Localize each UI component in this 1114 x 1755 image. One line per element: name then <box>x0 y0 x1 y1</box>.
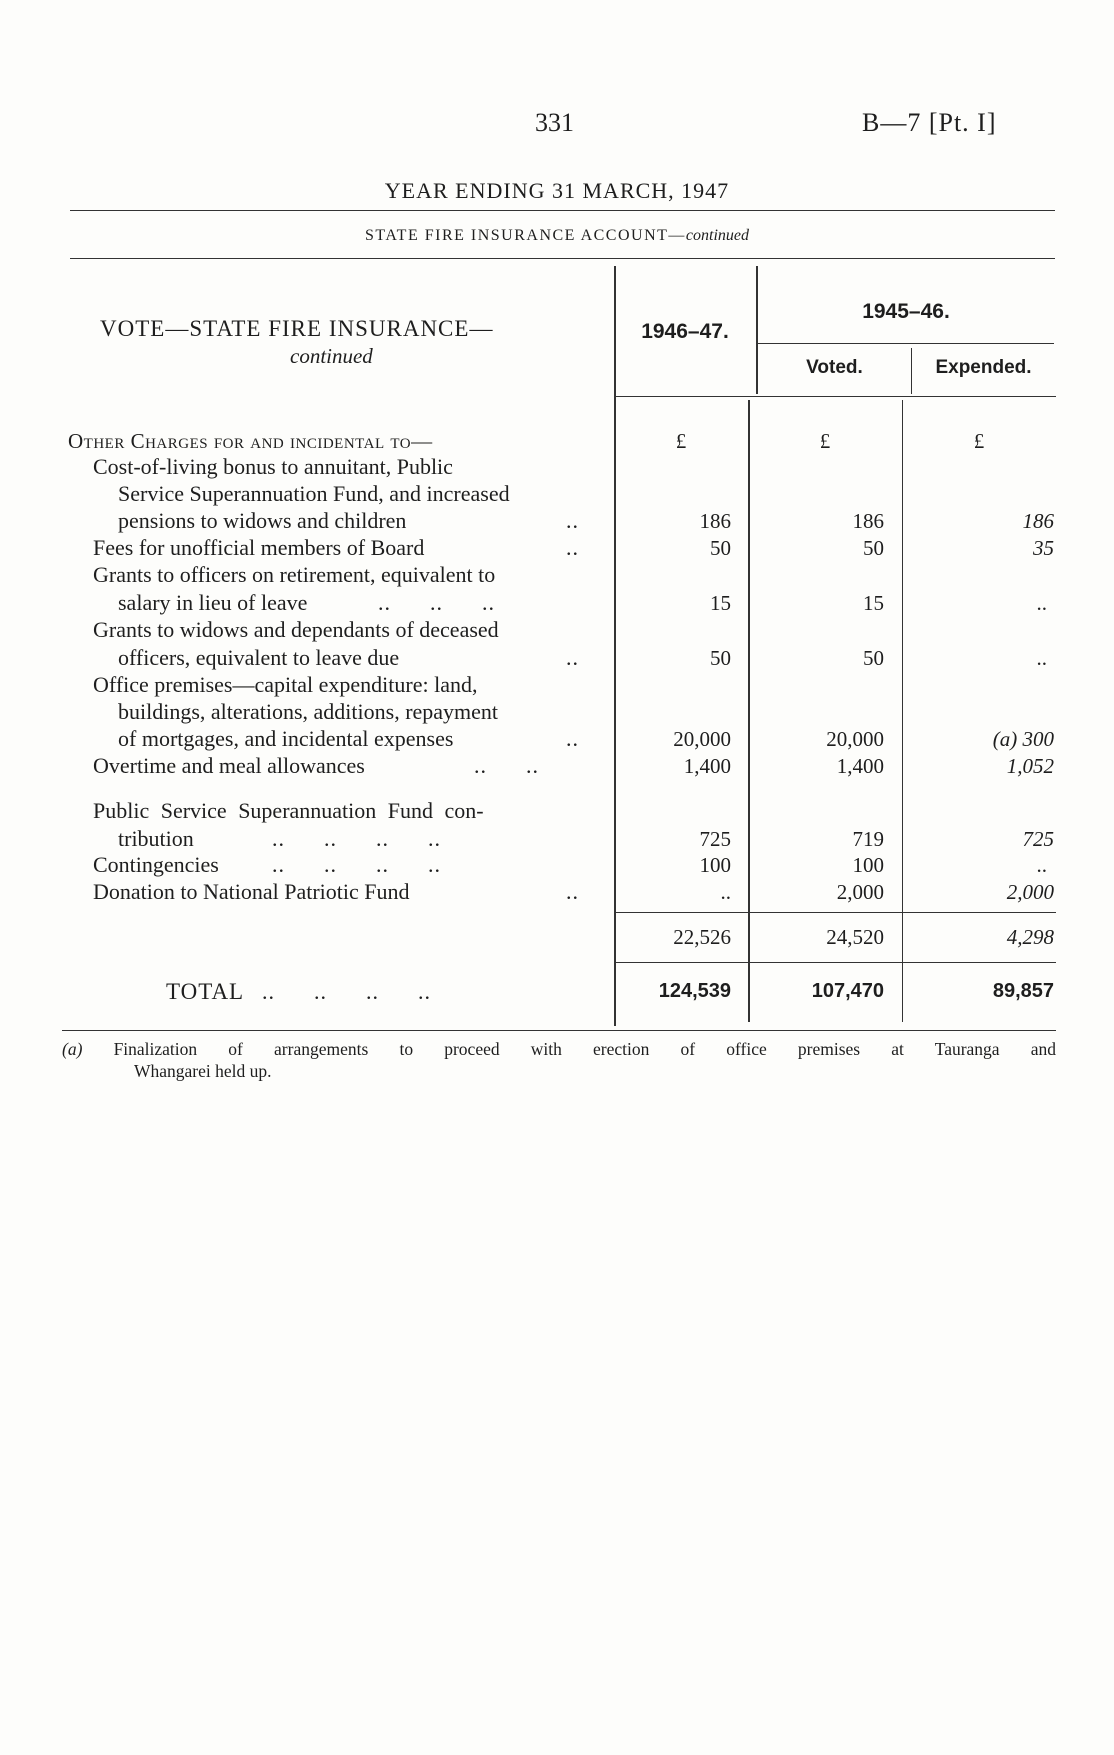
item-8-1946: 100 <box>699 853 731 877</box>
item-4-line-1: Grants to widows and dependants of deceased <box>93 617 499 642</box>
item-4-line-2: officers, equivalent to leave due <box>118 645 400 670</box>
total-leader: .. .. .. .. <box>262 979 431 1004</box>
item-6-expended: 1,052 <box>1006 754 1054 778</box>
title-rule <box>70 210 1055 211</box>
footnote-rule <box>62 1030 1056 1031</box>
subtotal-1946: 22,526 <box>673 925 731 949</box>
subtitle-text: STATE FIRE INSURANCE ACCOUNT— <box>365 227 686 244</box>
total-expended: 89,857 <box>992 980 1054 1002</box>
total-label: TOTAL <box>166 979 245 1004</box>
item-6-1946: 1,400 <box>683 754 731 778</box>
item-6-line-1: Overtime and meal allowances <box>93 753 365 778</box>
item-9-1946: .. <box>720 880 731 904</box>
item-4-expended: .. <box>1036 646 1047 670</box>
page-number: 331 <box>535 108 574 137</box>
vote-title: VOTE—STATE FIRE INSURANCE— <box>100 316 494 341</box>
item-7-leader: .. .. .. .. <box>272 826 441 851</box>
item-7-line-2-visible <box>118 825 194 852</box>
item-5-leader: .. <box>566 726 579 751</box>
item-9-leader: .. <box>566 879 579 904</box>
column-header-1946: 1946–47. <box>641 320 729 343</box>
item-6-leader: .. .. <box>474 753 539 778</box>
header-subrule <box>758 343 1054 344</box>
currency-1946: £ <box>675 429 687 453</box>
item-8-voted: 100 <box>852 853 884 877</box>
currency-expended: £ <box>973 429 985 453</box>
vote-continued: continued <box>290 344 373 368</box>
item-5-line-3: of mortgages, and incidental expenses <box>118 726 454 751</box>
item-5-voted: 20,000 <box>826 727 884 751</box>
item-8-line-1: Contingencies <box>93 852 219 877</box>
item-8-expended: .. <box>1036 853 1047 877</box>
total-voted: 107,470 <box>811 980 884 1002</box>
item-5-line-2: buildings, alterations, additions, repayment <box>118 699 499 724</box>
item-1-1946: 186 <box>699 509 731 533</box>
item-7-line-2-text: tribution <box>118 826 194 851</box>
column-header-expended: Expended. <box>935 357 1032 378</box>
item-1-line-1: Cost-of-living bonus to annuitant, Public <box>93 454 453 479</box>
item-3-expended: .. <box>1036 591 1047 615</box>
item-5-expended-value: 300 <box>1022 727 1054 751</box>
subtitle-rule <box>70 258 1055 259</box>
item-6-voted: 1,400 <box>836 754 884 778</box>
page-title: YEAR ENDING 31 MARCH, 1947 <box>384 178 730 203</box>
subtitle-continued: continued <box>685 227 749 244</box>
item-1-line-2: Service Superannuation Fund, and increased <box>118 481 510 506</box>
item-4-leader: .. <box>566 645 579 670</box>
footnote-reference: (a) <box>992 727 1018 751</box>
item-2-1946: 50 <box>710 536 731 560</box>
item-4-1946: 50 <box>710 646 731 670</box>
item-1-line-3: pensions to widows and children <box>118 508 407 533</box>
column-header-1945: 1945–46. <box>862 300 950 323</box>
column-header-voted: Voted. <box>806 357 863 378</box>
item-7-expended: 725 <box>1022 827 1054 851</box>
item-2-line-1: Fees for unofficial members of Board <box>93 535 425 560</box>
page-reference: B—7 [Pt. I] <box>862 108 997 137</box>
header-bottom-rule <box>614 396 1056 397</box>
item-2-expended: 35 <box>1033 536 1054 560</box>
item-4-voted: 50 <box>863 646 884 670</box>
item-5-expended <box>902 726 1054 752</box>
item-7-line-1: Public Service Superannuation Fund con- <box>93 798 484 823</box>
item-2-leader: .. <box>566 535 579 560</box>
item-8-leader: .. .. .. .. <box>272 852 441 877</box>
section-heading: Other Charges for and incidental to— <box>68 429 433 453</box>
footnote-marker: (a) <box>62 1039 83 1059</box>
footnote-text-1: Finalization of arrangements to proceed with erection of office premises at Tauranga and <box>113 1039 1056 1059</box>
item-1-leader: .. <box>566 508 579 533</box>
item-3-line-2: salary in lieu of leave <box>118 590 308 615</box>
item-7-1946: 725 <box>699 827 731 851</box>
item-3-line-1: Grants to officers on retirement, equivalent to <box>93 562 496 587</box>
item-5-line-1: Office premises—capital expenditure: land, <box>93 672 478 697</box>
subtotal-bottom-rule <box>614 962 1056 963</box>
item-1-voted: 186 <box>852 509 884 533</box>
item-2-voted: 50 <box>863 536 884 560</box>
total-1946: 124,539 <box>658 980 731 1002</box>
item-3-leader: .. .. .. <box>378 590 495 615</box>
footnote <box>62 1038 1056 1082</box>
item-5-1946: 20,000 <box>673 727 731 751</box>
item-3-voted: 15 <box>863 591 884 615</box>
subtotal-voted: 24,520 <box>826 925 884 949</box>
item-1-expended: 186 <box>1022 509 1054 533</box>
subtotal-top-rule <box>614 912 1056 913</box>
item-9-voted: 2,000 <box>836 880 884 904</box>
footnote-line-2: Whangarei held up. <box>134 1061 272 1081</box>
section-subtitle <box>0 227 1114 245</box>
footnote-line-1 <box>62 1038 1056 1060</box>
item-9-expended: 2,000 <box>1006 880 1054 904</box>
item-9-line-1: Donation to National Patriotic Fund <box>93 879 410 904</box>
subtotal-expended: 4,298 <box>1006 925 1054 949</box>
item-7-voted: 719 <box>852 827 884 851</box>
currency-voted: £ <box>819 429 831 453</box>
item-3-1946: 15 <box>710 591 731 615</box>
